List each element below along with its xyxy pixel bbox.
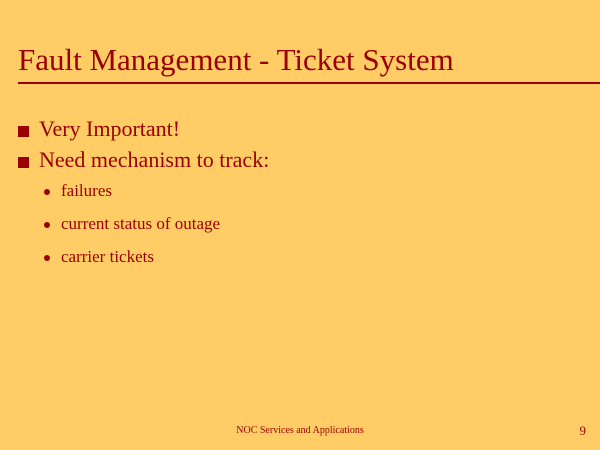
list-item xyxy=(18,149,578,171)
dot-bullet-icon xyxy=(44,222,50,228)
dot-bullet-icon xyxy=(44,189,50,195)
list-item xyxy=(44,215,578,232)
list-item-label: carrier tickets xyxy=(61,247,154,266)
sub-bullet-list xyxy=(44,182,578,265)
list-item xyxy=(44,248,578,265)
page-number: 9 xyxy=(579,423,586,438)
list-item xyxy=(18,118,578,140)
square-bullet-icon xyxy=(18,126,29,137)
square-bullet-icon xyxy=(18,157,29,168)
list-item xyxy=(44,182,578,199)
dot-bullet-icon xyxy=(44,255,50,261)
title-underline xyxy=(18,82,600,84)
bullet-list xyxy=(18,118,578,281)
list-item-label: Need mechanism to track: xyxy=(39,147,270,172)
list-item-label: current status of outage xyxy=(61,214,221,233)
list-item-label: failures xyxy=(61,181,112,200)
list-item-label: Very Important! xyxy=(39,116,181,141)
slide-footer: NOC Services and Applications xyxy=(236,425,364,436)
page-title: Fault Management - Ticket System xyxy=(18,42,454,77)
